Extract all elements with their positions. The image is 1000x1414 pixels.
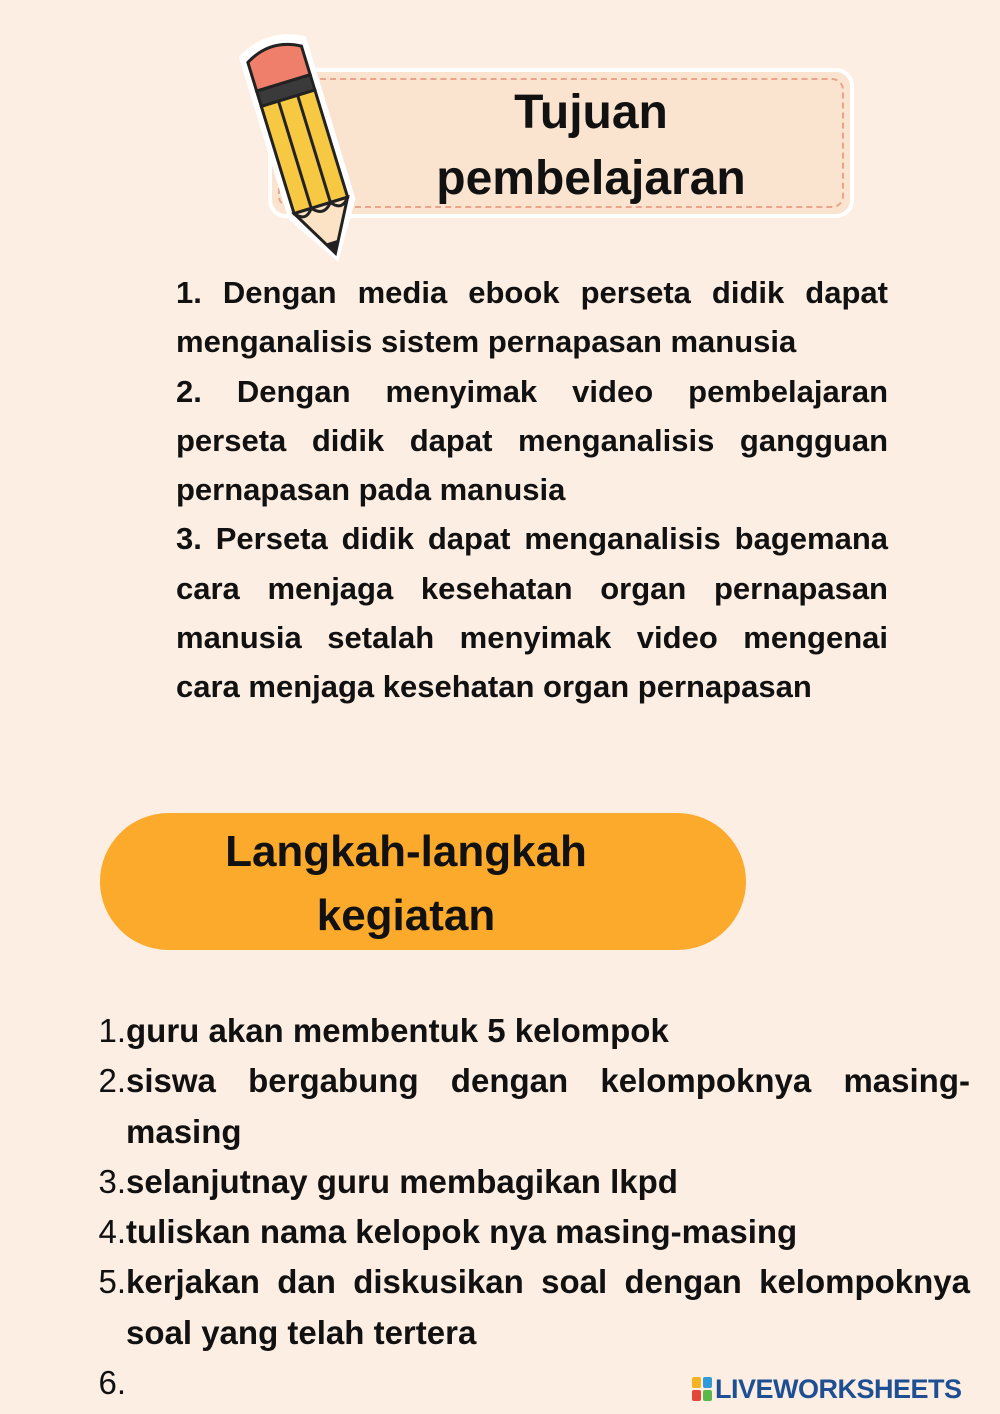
list-item [90,1257,970,1358]
list-item [90,1056,970,1157]
page-title [332,80,850,212]
liveworksheets-logo [692,1374,962,1404]
list-item [90,1207,970,1257]
pencil-icon [228,22,378,272]
title-line-1: Tujuan [514,86,668,139]
step-text: guru akan membentuk 5 kelompok [126,1012,669,1049]
step-number: 1. [98,1012,126,1049]
step-number: 6. [98,1364,126,1402]
objectives-list [176,268,888,712]
steps-heading [100,820,712,948]
watermark-text: LIVEWORKSHEETS [715,1373,962,1404]
step-number: 3. [98,1162,126,1200]
liveworksheets-logo-icon [692,1377,712,1401]
step-text: siswa bergabung dengan kelompoknya masing-masing [126,1062,970,1150]
objective-item: 1. Dengan media ebook perseta didik dapat menganalisis sistem pernapasan manusia [176,275,888,360]
title-line-2: pembelajaran [436,152,746,205]
step-text: tuliskan nama kelopok nya masing-masing [126,1213,798,1251]
steps-heading-line-2: kegiatan [316,891,496,940]
step-number: 2. [98,1062,126,1100]
step-text: kerjakan dan diskusikan soal dengan kelompoknya soal yang telah tertera [126,1263,970,1351]
objective-item: 2. Dengan menyimak video pembelajaran perseta didik dapat menganalisis gangguan pernapasan pada manusia [176,373,888,508]
step-text: selanjutnay guru membagikan lkpd [126,1162,678,1200]
steps-list [90,1006,970,1408]
steps-heading-line-1: Langkah-langkah [225,827,587,876]
list-item [90,1006,970,1056]
step-number: 5. [98,1263,126,1301]
step-number: 4. [98,1213,126,1251]
list-item [90,1157,970,1207]
objective-item: 3. Perseta didik dapat menganalisis bagemana cara menjaga kesehatan organ pernapasan manusia setalah menyimak video mengenai cara menjaga kesehatan organ pernapasan [176,521,888,705]
